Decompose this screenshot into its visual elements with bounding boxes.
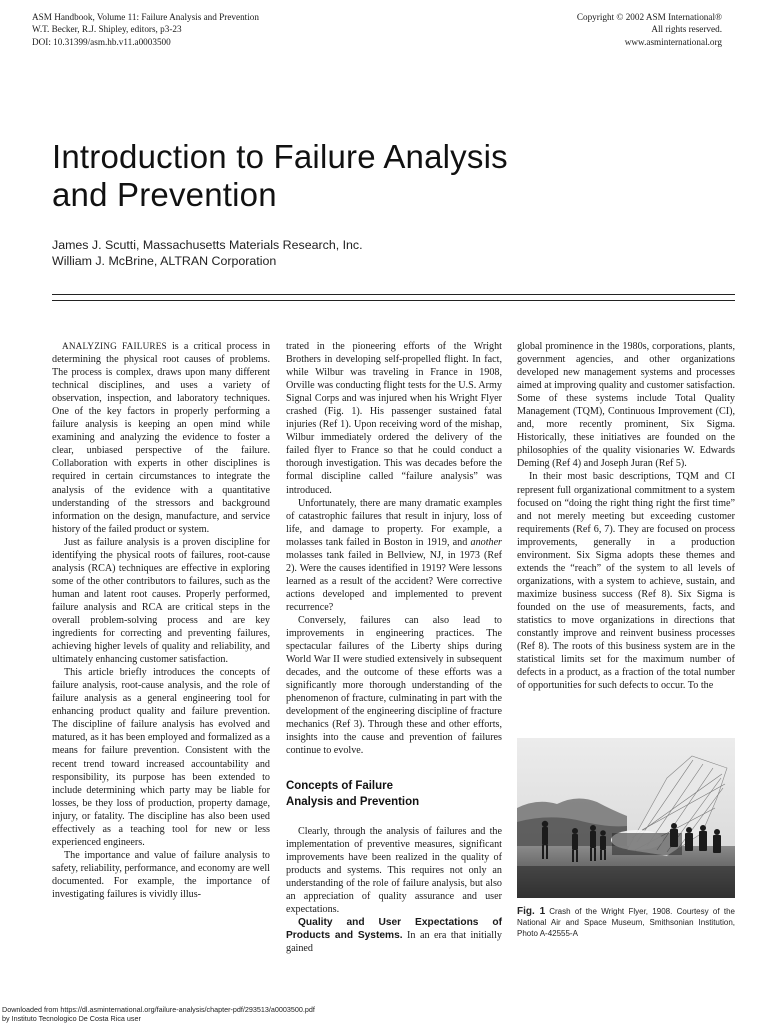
figure-label: Fig. 1 bbox=[517, 906, 546, 917]
title-rule-top bbox=[52, 294, 735, 295]
header-editors: W.T. Becker, R.J. Shipley, editors, p3-23 bbox=[32, 24, 182, 35]
author-list bbox=[52, 238, 363, 269]
header-website-link[interactable]: www.asminternational.org bbox=[624, 36, 722, 47]
paragraph: Conversely, failures can also lead to improvements in engineering practices. The spectacular failures of the Liberty ships during World War II were studied extensively in subsequent decades, and the outcome of these efforts was a significantly more thorough understanding of the phenomenon of fracture, culminating in part with the development of the engineering discipline of fracture mechanics (Ref 3). Through these and other efforts, insights into the cause and prevention of failures continue to evolve. bbox=[286, 614, 502, 757]
wright-flyer-crash-photo bbox=[517, 738, 735, 898]
lead-in: ANALYZING FAILURES bbox=[62, 341, 167, 351]
text-column-2 bbox=[286, 340, 502, 758]
header-doi[interactable]: DOI: 10.31399/asm.hb.v11.a0003500 bbox=[32, 36, 171, 47]
paragraph: trated in the pioneering efforts of the Wright Brothers in developing self-propelled flight. In fact, while Wilbur was traveling in France in 1908, Orville was conducting flight tests for the U.S. Army Signal Corps and was injured when his Wright Flyer crashed (Fig. 1). His passenger sustained fatal injuries (Ref 1). Upon receiving word of the mishap, Wilbur immediately ordered the delivery of the failed flyer to France so that he could conduct a thorough investigation. This was decades before the formal discipline called “failure analysis” was introduced. bbox=[286, 341, 502, 496]
header-rights: All rights reserved. bbox=[651, 24, 722, 35]
author-1: James J. Scutti, Massachusetts Materials Research, Inc. bbox=[52, 238, 363, 252]
download-footer bbox=[2, 1005, 315, 1023]
title-line-1: Introduction to Failure Analysis bbox=[52, 138, 508, 175]
title-line-2: and Prevention bbox=[52, 176, 277, 213]
subsection-heading: Quality and User Expectations of Products and Systems. bbox=[286, 917, 502, 942]
paragraph: Just as failure analysis is a proven discipline for identifying the physical roots of failures, root-cause analysis (RCA) techniques are effective in exploring some of the other contributors to failures, such as the human and latent root causes. Properly performed, failure analysis and RCA are critical steps in the overall problem-solving process and are key ingredients for correcting and preventing failures, achieving higher levels of quality and reliability, and ultimately enhancing customer satisfaction. bbox=[52, 536, 270, 666]
paragraph: ANALYZING FAILURES is a critical process in determining the physical root causes of problems. The process is complex, draws upon many different technical disciplines, and uses a variety of observation, inspection, and laboratory techniques. One of the key factors in properly performing a failure analysis is keeping an open mind while examining and analyzing the evidence to foster a clear, unbiased perspective of the failure. Collaboration with experts in other disciplines is required in certain circumstances to integrate the analysis of the evidence with a quantitative understanding of the stressors and background information on the design, manufacture, and service history of the failed product or system. bbox=[52, 341, 271, 535]
paragraph: Quality and User Expectations of Products and Systems. In an era that initially gained bbox=[286, 917, 502, 955]
footer-download-link[interactable]: Downloaded from https://dl.asminternational.org/failure-analysis/chapter-pdf/293513/a0003500.pdf bbox=[2, 1005, 315, 1014]
header-volume: ASM Handbook, Volume 11: Failure Analysis and Prevention bbox=[32, 12, 259, 22]
title-rule-bottom bbox=[52, 300, 735, 301]
header-copyright: Copyright © 2002 ASM International® bbox=[576, 12, 722, 22]
paragraph: global prominence in the 1980s, corporations, plants, government agencies, and other organizations developed new management systems and processes aimed at improving quality and customer satisfaction. Some of these systems include Total Quality Management (TQM), Continuous Improvement (CI), and, more recently prominent, Six Sigma. Historically, these initiatives are founded on the philosophies of the quality visionaries W. Edwards Deming (Ref 4) and Joseph Juran (Ref 5). bbox=[517, 341, 735, 470]
paragraph: Unfortunately, there are many dramatic examples of catastrophic failures that result in injury, loss of life, and damage to property. For example, a molasses tank failed in Boston in 1919, and another molasses tank failed in Bellview, NJ, in 1973 (Ref 2). Were the causes identified in 1919? Were lessons learned as a result of the accident? Were corrective actions developed and implemented to prevent recurrence? bbox=[286, 497, 502, 613]
emphasis: another bbox=[470, 536, 502, 548]
section-heading: Concepts of Failure Analysis and Prevention bbox=[286, 778, 420, 808]
text-column-2-lower bbox=[286, 825, 502, 955]
paragraph: The importance and value of failure analysis to safety, reliability, performance, and economy are well documented. For example, the importance of investigating failures is vividly illus- bbox=[52, 849, 270, 900]
header-right bbox=[577, 11, 722, 48]
caption-text: Crash of the Wright Flyer, 1908. Courtesy of the National Air and Space Museum, Smithsonian Institution, Photo A-42555-A bbox=[517, 907, 735, 938]
figure-caption bbox=[517, 907, 735, 939]
author-2: William J. McBrine, ALTRAN Corporation bbox=[52, 253, 277, 268]
article-title bbox=[52, 138, 702, 214]
footer-user: by Instituto Tecnologico De Costa Rica user bbox=[2, 1014, 141, 1023]
header-left bbox=[32, 11, 259, 48]
paragraph: In their most basic descriptions, TQM and CI represent full organizational commitment to a system focused on “doing the right thing right the first time” and not merely meeting but exceeding customer requirements (Ref 6, 7). They are focused on process improvements, generally in a production environment. Six Sigma adopts these themes and extends the “reach” of the system to all levels of organizations, with a system to achieve, sustain, and maximize business success (Ref 8). Six Sigma is founded on the use of measurements, facts, and statistics to move organizations in directions that constantly improve and reinvent business processes (Ref 8). The roots of this business system are in the statistical limits set for the maximum number of defects in a product, as a fraction of the total number of opportunities for such defects to occur. To the bbox=[517, 471, 735, 692]
text-column-3 bbox=[517, 340, 735, 692]
text-column-1 bbox=[52, 340, 270, 901]
paragraph: Clearly, through the analysis of failures and the implementation of preventive measures, significant improvements have been realized in the quality of products and systems. This requires not only an understanding of the role of failure analysis, but also an appreciation of quality assurance and user expectations. bbox=[286, 826, 502, 916]
paragraph: This article briefly introduces the concepts of failure analysis, root-cause analysis, and the role of failure analysis as a general engineering tool for enhancing product quality and failure prevention. The discipline of failure analysis has evolved and matured, as it has been employed and formalized as a means for failure prevention. Consistent with the recent trend toward increased accountability and responsibility, its purpose has been extended to include determining which party may be liable for losses, be they loss of production, property damage, injury, or fatality. The discipline has also been used effectively as a teaching tool for new or less experienced engineers. bbox=[52, 667, 270, 848]
